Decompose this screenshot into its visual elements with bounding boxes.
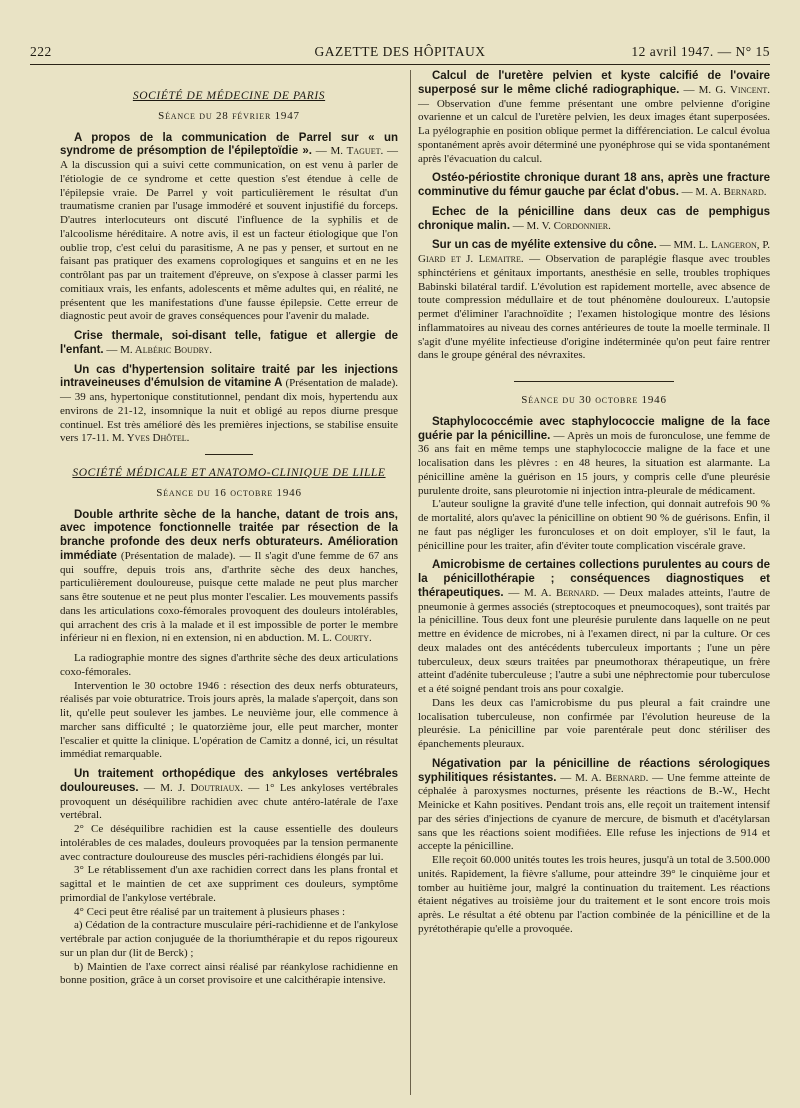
article-body: (Présentation de malade). — 39 ans, hypertonique constitutionnel, pendant dix mois, hypertendu aux environs de 21-12, insomnique la nuit et obligé au repos diurne presque continuel. Est très amélioré dès les premières injections, se stabilise ensuite vers 17-11.: [60, 377, 398, 445]
article-body: A la discussion qui a suivi cette communication, on est venu à parler de l'étiologie de ce syndrome et cette question s'est étendue à celle de l'épilepsie vraie. De Parrel y voit particulièrement le résultat d'un traumatisme cranien par l'usage immodéré et souvent injustifié du forceps. D'autres interlocuteurs ont discuté l'influence de la syphilis et de l'alcoolisme héréditaire. A notre avis, il est un facteur étiologique que l'on oublie trop, c'est celui du parasitisme, A ne pas y penser, et surtout en ne faisant pas pratiquer des examens coprologiques et sanguins et en ne les contrôlant pas par un traitement d'épreuve, on s'expose à classer parmi les comitiaux vrais, les enfants, adolescents et même adultes qui, en réalité, ne présentent que les manifestations d'une fausse épilepsie. Cette erreur de diagnostic peut avoir de graves conséquences pour l'avenir du malade.: [60, 159, 398, 323]
article-title: Un cas d'hypertension solitaire traité par les injections intraveineuses d'émulsion de vitamine A: [60, 363, 398, 390]
article-title: Ostéo-périostite chronique durant 18 ans, après une fracture comminutive du fémur gauche par éclat d'obus.: [418, 172, 770, 198]
article-item: Sur un cas de myélite extensive du cône. — MM. L. Langeron, P. Giard et J. Lemaitre. — Observation de paraplégie flasque avec troubles sphinctériens et génitaux importants, anesthésie en selle, troubles trophiques Babinski bilatéral tardif. L'évolution est rapidement mortelle, avec absence de toute compression médullaire et de tout phénomène douloureux. L'autopsie permet d'éliminer l'arachnoïdite ; l'examen histologique montre des lésions inflammatoires au niveau des cornes antérieures de toute la moelle terminale. Il s'agit d'une myélite infectieuse d'origine indéterminée qu'on peut faire rentrer dans le groupe général des névraxites.: [418, 239, 770, 362]
article-item: Echec de la pénicilline dans deux cas de pemphigus chronique malin. — M. V. Cordonnier.: [418, 205, 770, 232]
article-author: M. A. Bernard.: [524, 586, 600, 599]
article-title: Amicrobisme de certaines collections purulentes au cours de la pénicillothérapie ; conséquences diagnostiques et thérapeutiques.: [418, 559, 770, 599]
article-title: Négativation par la pénicilline de réactions sérologiques syphilitiques résistantes.: [418, 757, 770, 784]
article-title: A propos de la communication de Parrel sur « un syndrome de présomption de l'épileptoïdie ».: [60, 131, 398, 158]
society-heading: SOCIÉTÉ MÉDICALE ET ANATOMO-CLINIQUE DE LILLE: [72, 467, 386, 479]
article-paragraph: Intervention le 30 octobre 1946 : résection des deux nerfs obturateurs, réalisés par voie obturatrice. Trois jours après, la malade s'aperçoit, dans son lit, qu'elle peut soulever les jambes. Le neuvième jour, elle commence à marcher sans difficulté ; le quatorzième jour, elle peut marcher, monter l'escalier et quitte la clinique. L'opération de Camitz a donné, ici, un résultat immédiat remarquable.: [60, 679, 398, 761]
article-author: MM. L. Langeron, P. Giard et J. Lemaitre.: [418, 239, 770, 265]
article-title: Sur un cas de myélite extensive du cône.: [432, 239, 657, 252]
article-author: M. G. Vincent.: [698, 83, 770, 96]
article-title: Un traitement orthopédique des ankyloses vertébrales douloureuses.: [60, 768, 398, 794]
journal-title: GAZETTE DES HÔPITAUX: [314, 44, 486, 59]
article-author: M. A. Bernard.: [575, 771, 649, 784]
seance-heading: Séance du 16 octobre 1946: [156, 486, 302, 499]
article-author: M. L. Courty.: [307, 632, 372, 645]
article-item: Ostéo-périostite chronique durant 18 ans, après une fracture comminutive du fémur gauche par éclat d'obus. — M. A. Bernard.: [418, 172, 770, 198]
article-paragraph: 4° Ceci peut être réalisé par un traitement à plusieurs phases :: [74, 905, 346, 918]
article-title: Crise thermale, soi-disant telle, fatigue et allergie de l'enfant.: [60, 330, 398, 356]
article-body: — Deux malades atteints, l'autre de pneumonie à germes associés (streptocoques et pneumocoques), sont traités par la pénicilline. Tous deux font une pleurésie purulente dans laquelle on ne peut mettre en évidence de microbes, ni à l'examen direct, ni par la culture. Or ces deux malades ont des antécédents tuberculeux importants ; l'une un père tuberculeux, deux sœurs traitées par pneumothorax thérapeutique, un frère atteint d'adénite tuberculeuse ; l'autre a subi une néphrectomie pour tuberculose et a été soigné pendant trois ans pour coxalgie.: [418, 586, 771, 695]
left-column: [60, 78, 398, 988]
article-paragraph: Dans les deux cas l'amicrobisme du pus pleural a fait craindre une localisation tuberculeuse, non confirmée par l'évolution heureuse de la pleurésie. La pénicilline par voie parentérale peut donc stériliser des épanchements pleuraux.: [418, 696, 770, 750]
article-author: M. J. Doutriaux.: [160, 781, 243, 794]
article-item: [60, 364, 398, 447]
article-author: M. V. Cordonnier.: [526, 219, 611, 232]
article-item: A propos de la communication de Parrel sur « un syndrome de présomption de l'épileptoïdie ». — M. Taguet. — A la discussion qui a suivi cette communication, on est venu à parler de l'étiologie de ce syndrome et cette question s'est étendue à celle de l'épilepsie vraie. De Parrel y voit particulièrement le résultat d'un traumatisme cranien par l'usage immodéré et souvent injustifié du forceps. D'autres interlocuteurs ont discuté l'influence de la syphilis et de l'alcoolisme héréditaire. A notre avis, il est un facteur étiologique que l'on oublie trop, c'est celui du parasitisme, A ne pas y penser, et surtout en ne faisant pas pratiquer des examens coprologiques et sanguins et en ne les contrôlant pas par un traitement d'épreuve, on s'expose à classer parmi les comitiaux vrais, les enfants, adolescents et même adultes qui, en réalité, ne présentent que les manifestations d'une fausse épilepsie. Cette erreur de diagnostic peut avoir de graves conséquences pour l'avenir du malade.: [60, 131, 398, 323]
article-item: [418, 416, 770, 499]
running-header: [30, 44, 770, 66]
article-body: (Présentation de malade). — Il s'agit d'une femme de 67 ans qui souffre, depuis trois ans, d'arthrite sèche des deux hanches, particulièrement douloureuse, puisque cette malade ne peut plus marcher sans être soutenue et ne peut plus monter l'escalier. Les mouvements passifs dans les articulations coxo-fémorales provoquent des douleurs intolérables, qui arrachent des cris à la malade et il est impossible de porter le membre inférieur ni en flexion, ni en extension, ni en abduction.: [60, 549, 398, 645]
article-title: Echec de la pénicilline dans deux cas de pemphigus chronique malin.: [418, 205, 770, 232]
article-paragraph: b) Maintien de l'axe correct ainsi réalisé par réankylose rachidienne en bonne position, grâce à un corset provisoire et une calcithérapie intensive.: [60, 960, 398, 987]
right-column: [418, 70, 770, 937]
article-item: Calcul de l'uretère pelvien et kyste calcifié de l'ovaire superposé sur le même cliché radiographique. — M. G. Vincent. — Observation d'une femme présentant une ombre pelvienne d'origine ovarienne et un calcul de l'uretère pelvien, les deux images étant superposées. La pyélographie en position oblique permet la différenciation. Le calcul évolua spontanément après avoir déterminé une pyonéphrose qui se vida spontanément après l'évacuation du calcul.: [418, 70, 770, 165]
article-item: Négativation par la pénicilline de réactions sérologiques syphilitiques résistantes. — M. A. Bernard. — Une femme atteinte de céphalée à paroxysmes nocturnes, présente les réactions de B.-W., Hecht Meinicke et Kahn positives. Pendant trois ans, elle reçoit un traitement intensif par des séries d'injections de cyanure de mercure, de bismuth et d'acétylarsan sans que les réactions soient modifiées. Elle refuse les injections de 914 et accepte la pénicilline.: [418, 757, 770, 853]
article-item: [60, 509, 398, 647]
article-author: M. A. Bernard.: [695, 186, 767, 198]
article-paragraph: La radiographie montre des signes d'arthrite sèche des deux articulations coxo-fémorales.: [60, 652, 398, 678]
column-divider: [410, 70, 411, 1095]
article-body: — Après un mois de furonculose, une femme de 36 ans fait en même temps une staphylococcie maligne de la face et une localisation dans les plèvres : en 48 heures, la situation est alarmante. La pénicilline amène la guérison en 15 jours, y compris celle d'une pleurésie purulente droite, sans pleurotomie ni injection intra-pleurale de médicament.: [418, 429, 771, 497]
header-rule: [30, 64, 770, 65]
article-title: Staphylococcémie avec staphylococcie maligne de la face guérie par la pénicilline.: [418, 415, 770, 442]
article-author: M. Yves Dhôtel.: [111, 432, 190, 445]
society-heading: SOCIÉTÉ DE MÉDECINE DE PARIS: [132, 90, 326, 102]
issue-date: 12 avril 1947. — N° 15: [631, 44, 770, 59]
section-rule: [205, 454, 253, 455]
page-number: 222: [30, 44, 52, 59]
section-rule: [514, 381, 674, 382]
article-paragraph: 3° Le rétablissement d'un axe rachidien correct dans les plans frontal et sagittal et le maintien de cet axe suppriment ces douleurs, symptôme primordial de l'ankylose vertébrale.: [60, 864, 398, 904]
article-paragraph: 2° Ce déséquilibre rachidien est la cause essentielle des douleurs intolérables de ces malades, douleurs provoquées par la tension permanente avec contracture douloureuse des muscles péri-rachidiens élongés par lui.: [60, 823, 398, 863]
article-body: — Observation de paraplégie flasque avec troubles sphinctériens et génitaux importants, anesthésie en selle, troubles trophiques Babinski bilatéral tardif. L'évolution est rapidement mortelle, avec absence de toute compression médullaire et de tout phénomène douloureux. L'autopsie permet d'éliminer l'arachnoïdite ; l'examen histologique montre des lésions inflammatoires au niveau des cornes antérieures de toute la moelle terminale. Il s'agit d'une myélite infectieuse d'origine indéterminée qu'on peut faire rentrer dans le groupe général des névraxites.: [418, 253, 770, 362]
article-body: — 1° Les ankyloses vertébrales provoquent un déséquilibre rachidien avec chute antéro-latérale de l'axe vertébral.: [60, 781, 398, 822]
article-body: — Une femme atteinte de céphalée à paroxysmes nocturnes, présente les réactions de B.-W., Hecht Meinicke et Kahn positives. Pendant trois ans, elle reçoit un traitement intensif par des séries d'injections de cyanure de mercure, de bismuth et d'acétylarsan sans que les réactions soient modifiées. Elle refuse les injections de 914 et accepte la pénicilline.: [418, 771, 770, 853]
seance-heading: Séance du 28 février 1947: [158, 109, 300, 122]
seance-heading: Séance du 30 octobre 1946: [521, 394, 667, 406]
article-item: Un traitement orthopédique des ankyloses vertébrales douloureuses. — M. J. Doutriaux. — 1° Les ankyloses vertébrales provoquent un déséquilibre rachidien avec chute antéro-latérale de l'axe vertébral.: [60, 768, 398, 822]
article-body: — Observation d'une femme présentant une ombre pelvienne d'origine ovarienne et un calcul de l'uretère pelvien, les deux images étant superposées. La pyélographie en position oblique permet la différenciation. Le calcul évolua spontanément après avoir déterminé une pyonéphrose qui se vida spontanément après l'évacuation du calcul.: [418, 97, 770, 165]
article-item: Amicrobisme de certaines collections purulentes au cours de la pénicillothérapie ; conséquences diagnostiques et thérapeutiques. — M. A. Bernard. — Deux malades atteints, l'autre de pneumonie à germes associés (streptocoques et pneumocoques), sont traités par la pénicilline. Tous deux font une pleurésie purulente dans laquelle on ne peut mettre en évidence de microbes, ni à l'examen direct, ni par la culture. Or ces deux malades ont des antécédents tuberculeux importants ; l'une un père tuberculeux, deux sœurs traitées par pneumothorax thérapeutique, un frère atteint d'adénite tuberculeuse ; l'autre a subi une néphrectomie pour tuberculose et a été soigné pendant trois ans pour coxalgie.: [418, 559, 771, 695]
article-paragraph: a) Cédation de la contracture musculaire péri-rachidienne et de l'ankylose vertébrale par action conjuguée de la thoriumthérapie et du repos rigoureux sur un plan dur (lit de Berck) ;: [60, 919, 398, 959]
article-author: M. Taguet.: [330, 145, 384, 158]
article-title: Double arthrite sèche de la hanche, datant de trois ans, avec impotence fonctionnelle traitée par résection de la branche profonde des deux nerfs obturateurs. Amélioration immédiate: [60, 508, 398, 562]
article-title: Calcul de l'uretère pelvien et kyste calcifié de l'ovaire superposé sur le même cliché radiographique.: [418, 70, 770, 96]
article-item: Crise thermale, soi-disant telle, fatigue et allergie de l'enfant. — M. Albéric Boudry.: [60, 330, 398, 356]
article-author: M. Albéric Boudry.: [120, 343, 213, 356]
article-paragraph: L'auteur souligne la gravité d'une telle infection, qui donnait autrefois 90 % de mortalité, alors qu'avec la pénicilline on obtient 90 % de guérisons. Enfin, il ne faut pas négliger les furonculoses et on doit employer, s'il le faut, la pénicilline pour les traiter, afin d'éviter toute complication viscérale grave.: [418, 498, 770, 552]
article-paragraph: Elle reçoit 60.000 unités toutes les trois heures, jusqu'à un total de 3.500.000 unités. Rapidement, la fièvre s'allume, pour atteindre 39° le cinquième jour et tomber au huitième jour, malgré la continuation du traitement. Les réactions étaient négatives au troisième jour du traitement et le sont encore trois mois après. Le résultat a été obtenu par l'action combinée de la pénicilline et de la pyrétothérapie qu'elle a provoquée.: [418, 854, 770, 935]
